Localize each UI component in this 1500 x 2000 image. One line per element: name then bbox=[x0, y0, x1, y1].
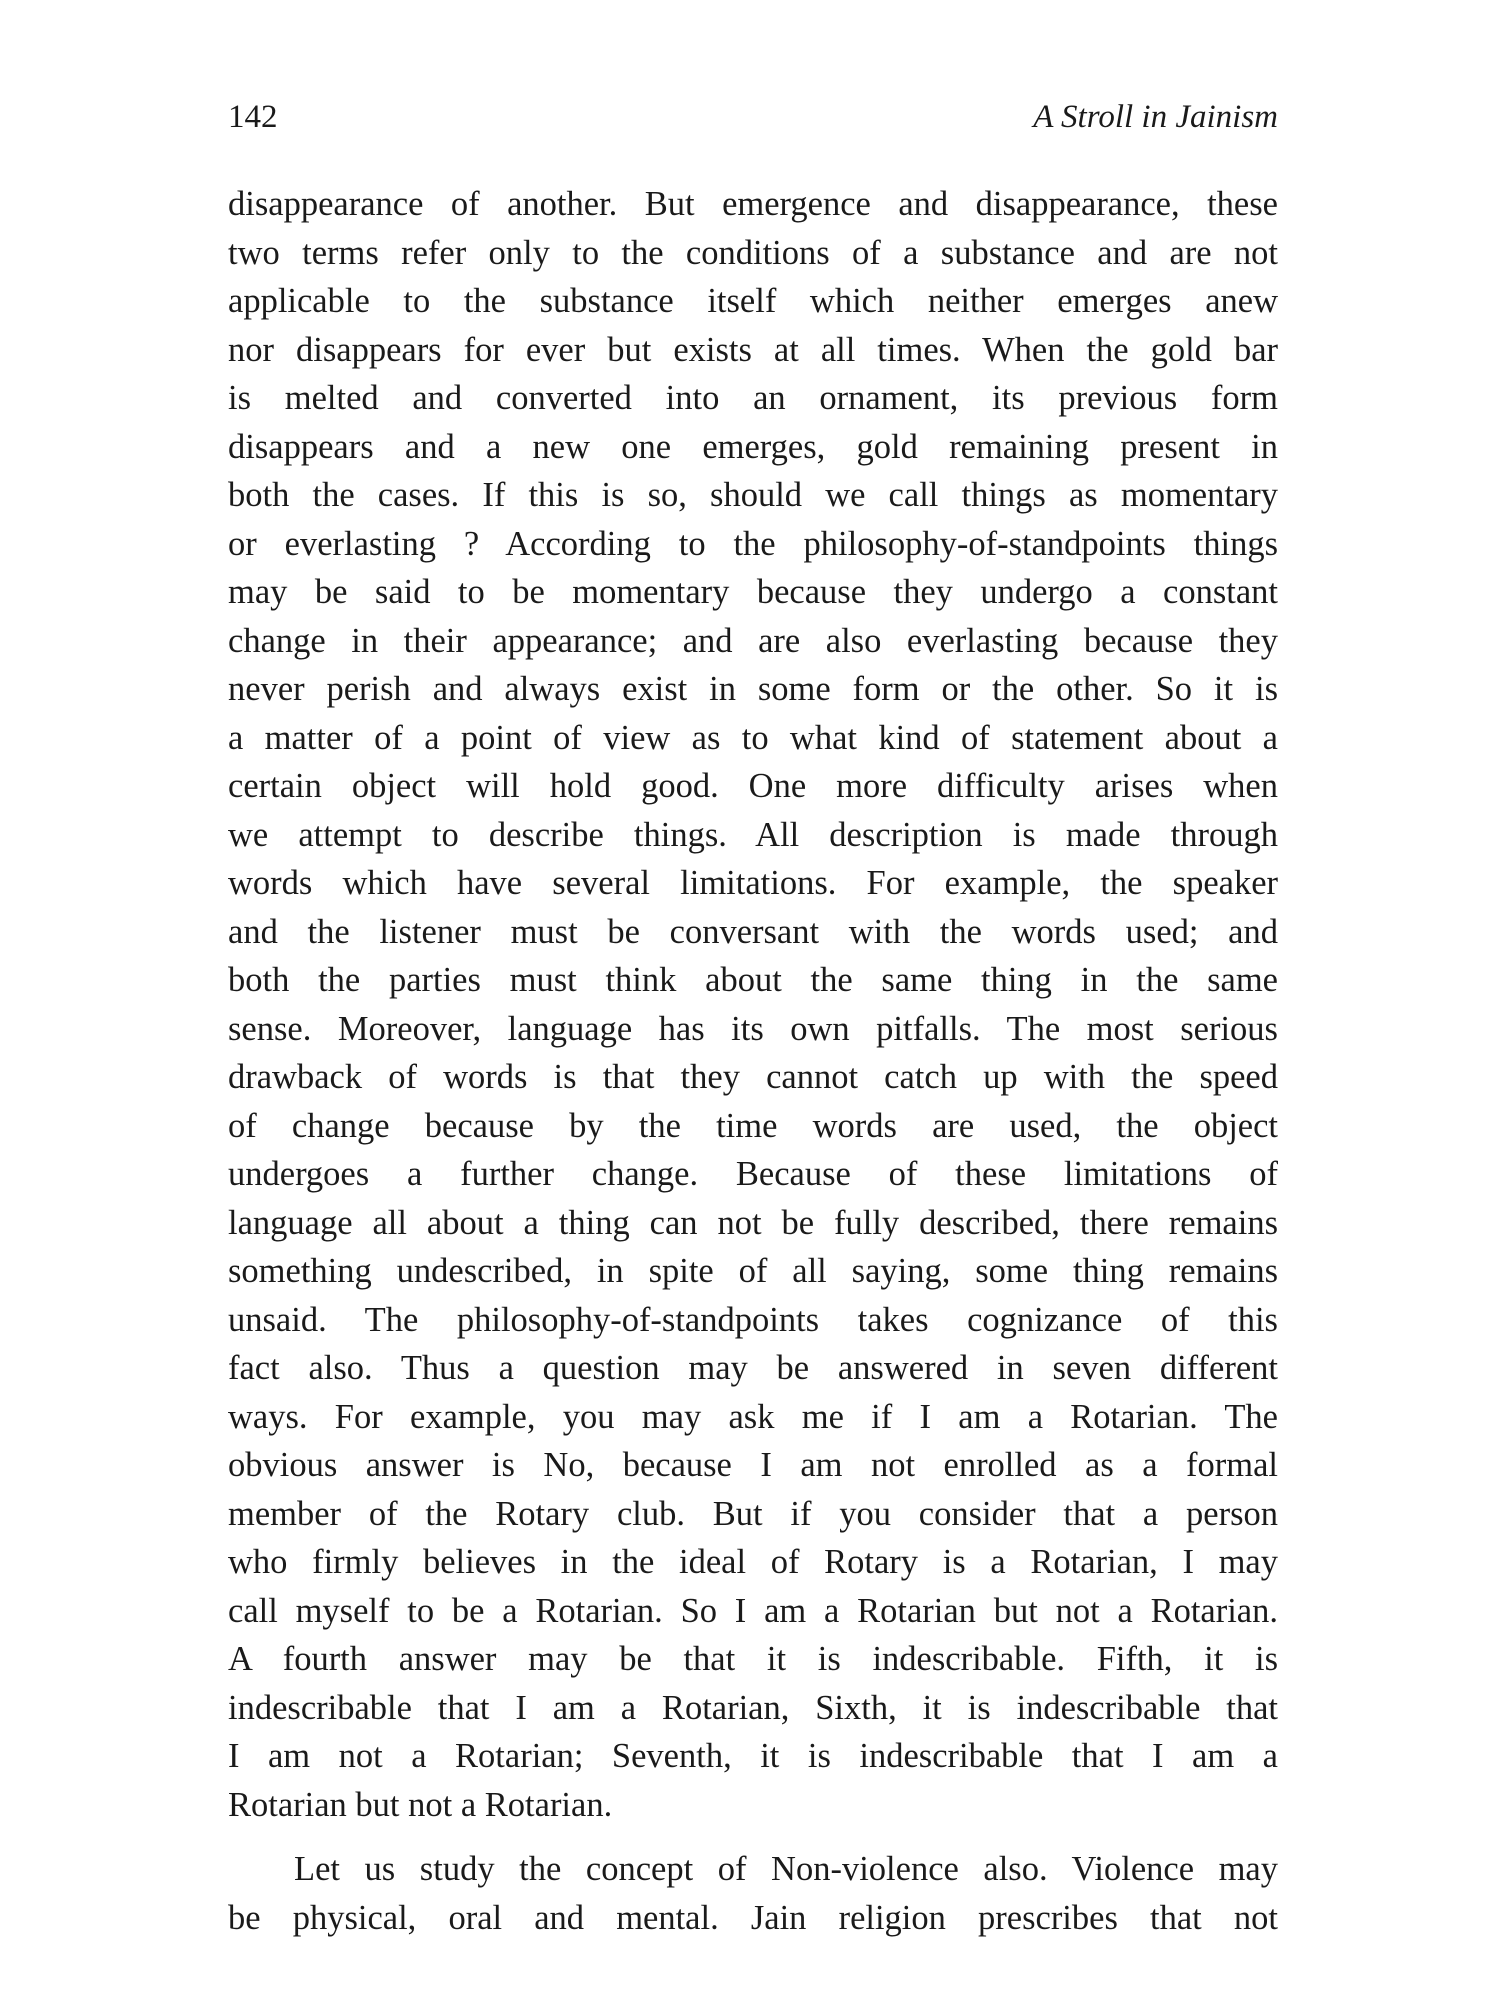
text-line: be physical, oral and mental. Jain religion prescribes that not bbox=[228, 1898, 1278, 1937]
text-line: never perish and always exist in some form or the other. So it is bbox=[228, 670, 1278, 708]
text-line: applicable to the substance itself which neither emerges anew bbox=[228, 282, 1278, 320]
text-line: of change because by the time words are used, the object bbox=[228, 1106, 1278, 1145]
text-line: sense. Moreover, language has its own pitfalls. The most serious bbox=[228, 1009, 1278, 1048]
text-line: I am not a Rotarian; Seventh, it is indescribable that I am a bbox=[228, 1737, 1278, 1775]
running-title: A Stroll in Jainism bbox=[1033, 99, 1278, 135]
text-line: ways. For example, you may ask me if I am a Rotarian. The bbox=[228, 1397, 1278, 1436]
text-line: Let us study the concept of Non-violence also. Violence may bbox=[294, 1850, 1278, 1888]
text-line: nor disappears for ever but exists at all times. When the gold bar bbox=[228, 330, 1278, 369]
text-line: something undescribed, in spite of all saying, some thing remains bbox=[228, 1252, 1278, 1290]
paragraph-gap bbox=[228, 1829, 1278, 1845]
text-line: change in their appearance; and are also everlasting because they bbox=[228, 621, 1278, 660]
text-line: A fourth answer may be that it is indescribable. Fifth, it is bbox=[228, 1640, 1278, 1678]
paragraph-1 bbox=[228, 180, 1278, 1829]
text-line: a matter of a point of view as to what kind of statement about a bbox=[228, 718, 1278, 757]
text-line: we attempt to describe things. All description is made through bbox=[228, 815, 1278, 854]
text-line: obvious answer is No, because I am not enrolled as a formal bbox=[228, 1446, 1278, 1484]
text-line: certain object will hold good. One more difficulty arises when bbox=[228, 767, 1278, 805]
text-line: is melted and converted into an ornament, its previous form bbox=[228, 379, 1278, 417]
page-number: 142 bbox=[228, 99, 278, 135]
text-line: or everlasting ? According to the philosophy-of-standpoints things bbox=[228, 524, 1278, 563]
text-line: Rotarian but not a Rotarian. bbox=[228, 1785, 613, 1824]
text-line: drawback of words is that they cannot catch up with the speed bbox=[228, 1058, 1278, 1096]
text-line: two terms refer only to the conditions of a substance and are not bbox=[228, 233, 1278, 272]
text-line: language all about a thing can not be fully described, there remains bbox=[228, 1203, 1278, 1242]
text-line: may be said to be momentary because they undergo a constant bbox=[228, 573, 1278, 611]
text-line: undergoes a further change. Because of these limitations of bbox=[228, 1155, 1278, 1193]
text-line: and the listener must be conversant with the words used; and bbox=[228, 912, 1278, 951]
paragraph-2 bbox=[228, 1845, 1278, 1942]
text-line: both the cases. If this is so, should we call things as momentary bbox=[228, 476, 1278, 514]
text-line: indescribable that I am a Rotarian, Sixth, it is indescribable that bbox=[228, 1688, 1278, 1727]
body-text bbox=[228, 180, 1278, 1942]
text-line: disappearance of another. But emergence and disappearance, these bbox=[228, 185, 1278, 223]
text-line: both the parties must think about the same thing in the same bbox=[228, 961, 1278, 999]
text-line: fact also. Thus a question may be answered in seven different bbox=[228, 1349, 1278, 1387]
text-line: unsaid. The philosophy-of-standpoints takes cognizance of this bbox=[228, 1300, 1278, 1339]
page-header bbox=[228, 92, 1278, 142]
text-line: who firmly believes in the ideal of Rotary is a Rotarian, I may bbox=[228, 1543, 1278, 1581]
text-line: disappears and a new one emerges, gold remaining present in bbox=[228, 427, 1278, 466]
text-line: call myself to be a Rotarian. So I am a Rotarian but not a Rotarian. bbox=[228, 1591, 1278, 1630]
text-line: words which have several limitations. For example, the speaker bbox=[228, 864, 1278, 902]
text-line: member of the Rotary club. But if you consider that a person bbox=[228, 1494, 1278, 1533]
